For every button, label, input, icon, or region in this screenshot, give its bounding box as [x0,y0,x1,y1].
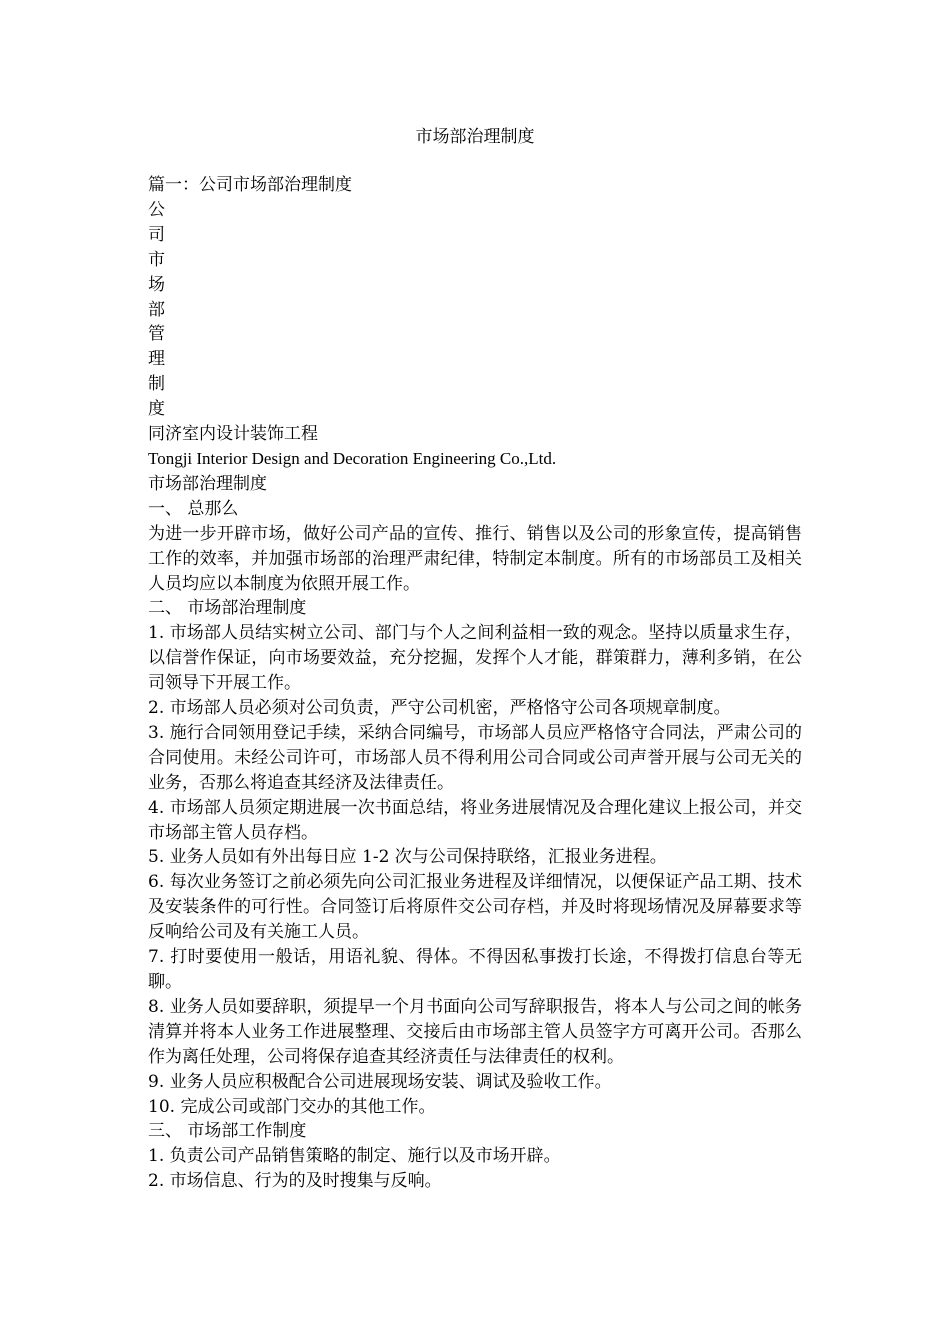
company-name-cn: 同济室内设计装饰工程 [148,424,318,445]
list-item: 4. 市场部人员须定期进展一次书面总结，将业务进展情况及合理化建议上报公司，并交市场部主管人员存档。 [148,797,802,843]
section-heading-1: 一、 总那么 [148,498,239,519]
company-name-en: Tongji Interior Design and Decoration Engineering Co.,Ltd. [148,448,557,468]
vertical-char: 场 [148,274,165,295]
list-item: 8. 业务人员如要辞职，须提早一个月书面向公司写辞职报告，将本人与公司之间的帐务清算并将本人业务工作进展整理、交接后由市场部主管人员签字方可离开公司。否那么作为离任处理，公司将保存追查其经济责任与法律责任的权利。 [148,996,802,1067]
list-item: 2. 市场部人员必须对公司负责，严守公司机密，严格恪守公司各项规章制度。 [148,698,731,719]
section-1-paragraph: 为进一步开辟市场，做好公司产品的宣传、推行、销售以及公司的形象宣传，提高销售工作的效率，并加强市场部的治理严肃纪律，特制定本制度。所有的市场部员工及相关人员均应以本制度为依照开展工作。 [148,523,802,594]
vertical-char: 部 [148,299,165,320]
list-item: 2. 市场信息、行为的及时搜集与反响。 [148,1171,442,1192]
chapter-heading: 篇一：公司市场部治理制度 [148,175,352,195]
list-item: 9. 业务人员应积极配合公司进展现场安装、调试及验收工作。 [148,1071,612,1092]
section-heading-2: 二、 市场部治理制度 [148,598,307,619]
vertical-char: 度 [148,399,165,420]
vertical-char: 司 [148,224,165,245]
list-item: 6. 每次业务签订之前必须先向公司汇报业务进程及详细情况，以便保证产品工期、技术及安装条件的可行性。合同签订后将原件交公司存档，并及时将现场情况及屏幕要求等反响给公司及有关施工人员。 [148,872,802,943]
list-item: 3. 施行合同领用登记手续，采纳合同编号，市场部人员应严格恪守合同法，严肃公司的合同使用。未经公司许可，市场部人员不得利用公司合同或公司声誉开展与公司无关的业务，否那么将追查其经济及法律责任。 [148,722,802,793]
list-item: 1. 市场部人员结实树立公司、部门与个人之间利益相一致的观念。坚持以质量求生存，以信誉作保证，向市场要效益，充分挖掘，发挥个人才能，群策群力，薄利多销，在公司领导下开展工作。 [148,623,802,694]
section-heading-3: 三、 市场部工作制度 [148,1121,307,1142]
vertical-char: 理 [148,349,165,370]
list-item: 5. 业务人员如有外出每日应 1-2 次与公司保持联络，汇报业务进程。 [148,847,667,868]
vertical-char: 公 [148,199,165,220]
list-item: 1. 负责公司产品销售策略的制定、施行以及市场开辟。 [148,1146,561,1167]
list-item: 7. 打时要使用一般话，用语礼貌、得体。不得因私事拨打长途，不得拨打信息台等无聊。 [148,947,802,992]
subtitle: 市场部治理制度 [148,473,267,494]
document-title: 市场部治理制度 [415,127,535,147]
list-item: 10. 完成公司或部门交办的其他工作。 [148,1096,436,1117]
vertical-char: 市 [148,249,165,270]
vertical-char: 管 [148,324,165,345]
document-body [148,173,802,1194]
vertical-char: 制 [148,374,165,395]
